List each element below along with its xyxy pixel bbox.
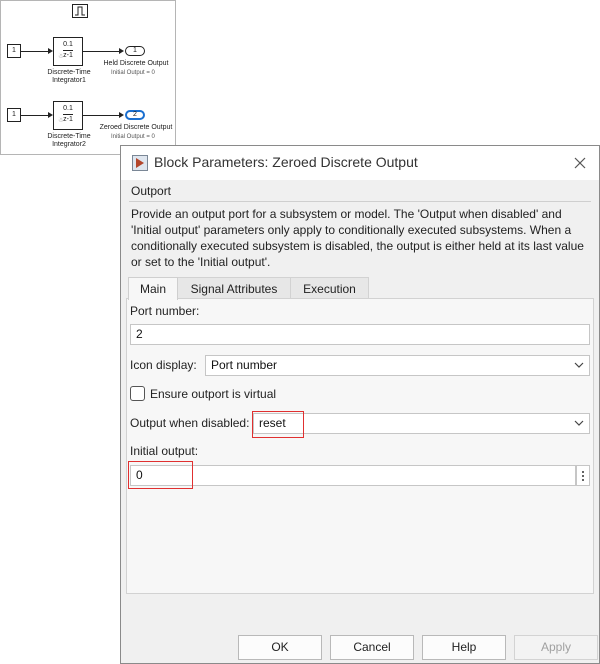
constant-block-2[interactable]: 1 <box>7 108 21 122</box>
chevron-down-icon <box>574 362 584 369</box>
dialog-title: Block Parameters: Zeroed Discrete Output <box>154 154 418 170</box>
initial-output-field[interactable]: 0 <box>130 465 576 486</box>
output-when-disabled-value: reset <box>259 416 286 430</box>
block-description: Provide an output port for a subsystem or model. The 'Output when disabled' and 'Initial output' parameters only apply to conditionally executed subsystems. When a conditionally executed subsystem is disabled, the output is either held at its last value or set to the 'Initial output'. <box>131 207 584 269</box>
signal-line <box>83 51 119 52</box>
initial-condition-icon: ☃ <box>58 118 64 124</box>
integrator-name-line: Discrete-Time <box>47 69 91 76</box>
more-options-button[interactable] <box>576 465 590 486</box>
outport-name-2[interactable]: Zeroed Discrete Output <box>99 124 173 131</box>
integrator-denominator: z-1 <box>63 52 73 59</box>
model-canvas <box>0 0 176 155</box>
dot <box>582 479 584 481</box>
tab-main[interactable]: Main <box>128 277 178 300</box>
initial-condition-icon: ☃ <box>58 54 64 60</box>
cancel-button[interactable]: Cancel <box>330 635 414 660</box>
icon-display-label: Icon display: <box>130 358 197 372</box>
signal-line <box>21 51 48 52</box>
integrator-name-line: Integrator1 <box>52 77 86 84</box>
fraction-bar <box>63 50 73 51</box>
tab-signal-attributes[interactable]: Signal Attributes <box>177 277 291 299</box>
signal-line <box>83 115 119 116</box>
signal-line <box>21 115 48 116</box>
integrator-gain: 0.1 <box>63 105 73 112</box>
discrete-integrator-block-1[interactable] <box>53 37 83 66</box>
integrator-gain: 0.1 <box>63 41 73 48</box>
icon-display-select[interactable] <box>205 355 590 376</box>
pulse-icon[interactable] <box>72 4 88 18</box>
ensure-virtual-checkbox[interactable] <box>130 386 145 401</box>
outport-block-1[interactable]: 1 <box>125 46 145 56</box>
integrator-name-2[interactable] <box>41 133 97 149</box>
arrow-icon <box>119 48 124 54</box>
chevron-down-icon <box>574 420 584 427</box>
block-parameters-dialog <box>120 145 600 664</box>
dot <box>582 475 584 477</box>
fraction-bar <box>63 114 73 115</box>
dot <box>582 471 584 473</box>
icon-display-value: Port number <box>211 358 278 372</box>
divider <box>129 201 591 202</box>
block-type-heading: Outport <box>131 184 172 198</box>
constant-block-1[interactable]: 1 <box>7 44 21 58</box>
outport-annotation-1: Initial Output = 0 <box>111 70 155 76</box>
outport-annotation-2: Initial Output = 0 <box>111 134 155 140</box>
main-tab-panel <box>126 298 594 594</box>
outport-name-1[interactable]: Held Discrete Output <box>103 60 169 67</box>
outport-block-2[interactable]: 2 <box>125 110 145 120</box>
integrator-name-line: Integrator2 <box>52 141 86 148</box>
help-button[interactable]: Help <box>422 635 506 660</box>
apply-button[interactable]: Apply <box>514 635 598 660</box>
output-when-disabled-label: Output when disabled: <box>130 416 250 430</box>
port-number-field[interactable]: 2 <box>130 324 590 345</box>
close-icon <box>574 157 586 169</box>
arrow-icon <box>119 112 124 118</box>
output-when-disabled-select[interactable] <box>253 413 590 434</box>
discrete-integrator-block-2[interactable] <box>53 101 83 130</box>
integrator-name-1[interactable] <box>41 69 97 85</box>
integrator-denominator: z-1 <box>63 116 73 123</box>
ensure-virtual-label[interactable]: Ensure outport is virtual <box>150 387 277 401</box>
port-number-label: Port number: <box>130 304 200 318</box>
close-button[interactable] <box>565 148 595 178</box>
ok-button[interactable]: OK <box>238 635 322 660</box>
simulink-block-icon <box>132 155 148 171</box>
tab-execution[interactable]: Execution <box>290 277 369 299</box>
integrator-name-line: Discrete-Time <box>47 133 91 140</box>
initial-output-label: Initial output: <box>130 444 199 458</box>
title-bar[interactable] <box>121 146 599 180</box>
